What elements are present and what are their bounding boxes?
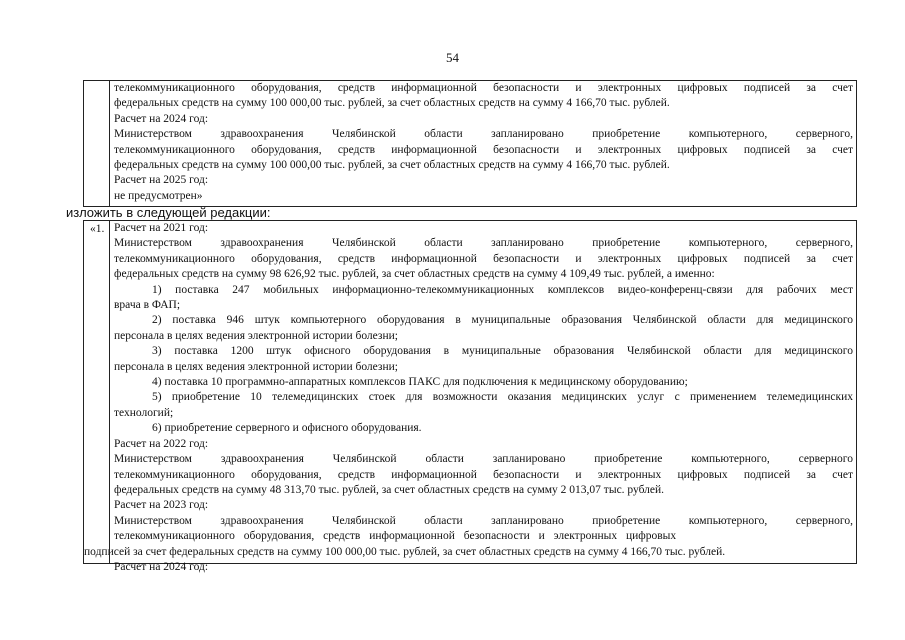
row-number-cell (84, 221, 110, 563)
previous-text-table (83, 80, 857, 207)
text-line: персонала в целях ведения электронной истории болезни; (114, 360, 398, 373)
text-line: Расчет на 2021 год: (114, 222, 209, 234)
text-line: не предусмотрен» (114, 189, 203, 202)
text-line: телекоммуникационного оборудования, средств информационной безопасности и электронных цифровых подписей за счет (114, 468, 853, 481)
text-line: Министерством здравоохранения Челябинской области запланировано приобретение компьютерного, серверного, (114, 237, 853, 250)
text-line: 2) поставка 946 штук компьютерного оборудования в муниципальные образования Челябинской области для медицинского (152, 314, 853, 327)
table-text-cell (114, 81, 853, 204)
text-line: врача в ФАП; (114, 299, 181, 312)
text-line: 4) поставка 10 программно-аппаратных комплексов ПАКС для подключения к медицинскому оборудованию; (152, 376, 688, 389)
text-line: федеральных средств на сумму 100 000,00 тыс. рублей, за счет областных средств на сумму 4 166,70 тыс. рублей. (114, 97, 670, 110)
text-line: Министерством здравоохранения Челябинской области запланировано приобретение компьютерного, серверного, (114, 514, 853, 527)
text-line: технологий; (114, 406, 174, 419)
amendment-instruction: изложить в следующей редакции: (66, 205, 271, 220)
text-line: 5) приобретение 10 телемедицинских стоек для возможности оказания медицинских услуг с применением телемедицинских (152, 391, 853, 404)
text-line: Министерством здравоохранения Челябинской области запланировано приобретение компьютерного, серверного (114, 453, 853, 466)
text-line: федеральных средств на сумму 48 313,70 тыс. рублей, за счет областных средств на сумму 2 013,07 тыс. рублей. (114, 483, 665, 496)
text-line: федеральных средств на сумму 98 626,92 тыс. рублей, за счет областных средств на сумму 4 109,49 тыс. рублей, а именно: (114, 268, 715, 281)
page-number: 54 (446, 50, 459, 65)
text-line: телекоммуникационного оборудования, средств информационной безопасности и электронных цифровых подписей за счет (114, 252, 853, 265)
text-line: телекоммуникационного оборудования, средств информационной безопасности и электронных цифровых подписей за счет (114, 82, 853, 94)
text-line: персонала в целях ведения электронной истории болезни; (114, 329, 398, 342)
text-line: Расчет на 2024 год: (114, 112, 209, 125)
text-line: 6) приобретение серверного и офисного оборудования. (152, 422, 422, 435)
text-line: Расчет на 2025 год: (114, 174, 209, 187)
table-text-cell (84, 221, 853, 575)
text-line: 1) поставка 247 мобильных информационно-телекоммуникационных комплексов видео-конференц-связи для рабочих мест (152, 283, 853, 296)
text-line: Расчет на 2023 год: (114, 499, 209, 512)
text-line: подписей за счет федеральных средств на сумму 100 000,00 тыс. рублей, за счет областных средств на сумму 4 166,70 тыс. рублей. (84, 545, 726, 558)
new-text-table (83, 220, 857, 573)
row-number: «1. (90, 223, 105, 235)
text-line: Расчет на 2022 год: (114, 437, 209, 450)
text-line: 3) поставка 1200 штук офисного оборудования в муниципальные образования Челябинской области для медицинского (152, 345, 853, 358)
text-line: телекоммуникационного оборудования, средств информационной безопасности и электронных цифровых (114, 530, 677, 543)
row-number-cell (84, 81, 110, 206)
text-line: телекоммуникационного оборудования, средств информационной безопасности и электронных цифровых подписей за счет (114, 143, 853, 156)
text-line: Расчет на 2024 год: (114, 560, 209, 573)
text-line: Министерством здравоохранения Челябинской области запланировано приобретение компьютерного, серверного, (114, 128, 853, 141)
text-line: федеральных средств на сумму 100 000,00 тыс. рублей, за счет областных средств на сумму 4 166,70 тыс. рублей. (114, 159, 670, 172)
